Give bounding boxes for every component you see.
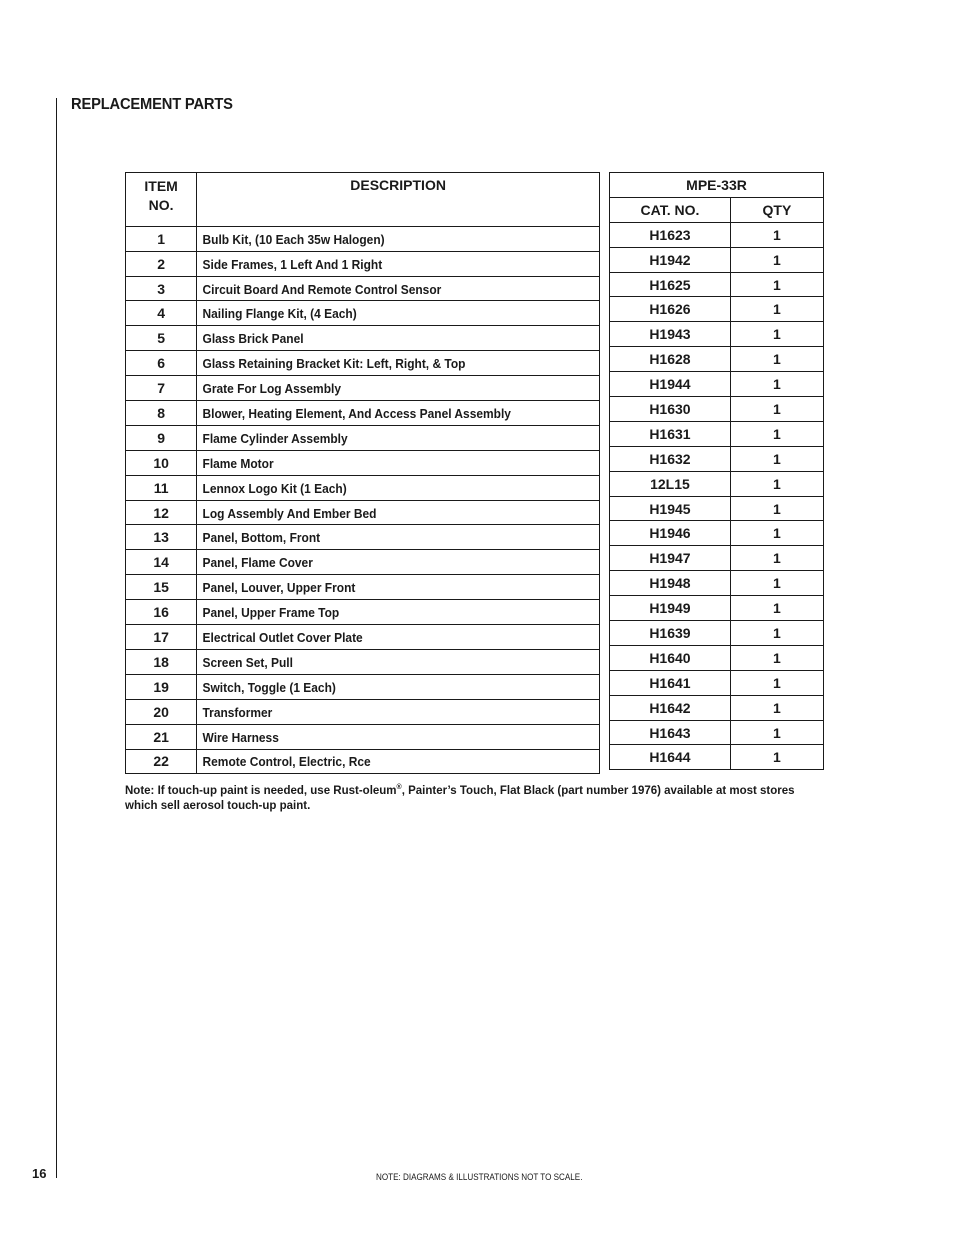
table-row [126,625,600,650]
cat-no-cell: H1625 [610,272,731,297]
item-number-cell: 20 [126,699,197,724]
table-row [126,674,600,699]
description-cell [197,301,600,326]
table-row [610,670,824,695]
table-row [610,222,824,247]
description-text: Panel, Louver, Upper Front [202,580,356,596]
qty-cell: 1 [730,372,823,397]
description-text: Glass Retaining Bracket Kit: Left, Right, & Top [202,356,466,372]
description-cell [197,251,600,276]
cat-no-cell: H1632 [610,446,731,471]
cat-no-cell: H1640 [610,645,731,670]
qty-cell: 1 [730,546,823,571]
margin-rule [56,98,57,1178]
qty-cell: 1 [730,297,823,322]
table-row [610,397,824,422]
table-row [610,272,824,297]
description-text: Transformer [202,704,273,720]
table-row [126,475,600,500]
cat-no-cell: H1644 [610,745,731,770]
table-row [610,372,824,397]
cat-no-cell: H1639 [610,621,731,646]
table-row [126,550,600,575]
item-number-cell: 17 [126,625,197,650]
qty-cell: 1 [730,645,823,670]
cat-no-cell: H1623 [610,222,731,247]
qty-cell: 1 [730,471,823,496]
description-cell [197,450,600,475]
qty-cell: 1 [730,347,823,372]
item-number-cell: 8 [126,401,197,426]
description-cell [197,351,600,376]
qty-cell: 1 [730,446,823,471]
description-text: Side Frames, 1 Left And 1 Right [202,256,383,272]
description-text: Screen Set, Pull [202,654,294,670]
item-number-cell: 19 [126,674,197,699]
item-number-cell: 4 [126,301,197,326]
description-text: Wire Harness [202,729,280,745]
description-text: Lennox Logo Kit (1 Each) [202,480,347,496]
item-number-cell: 11 [126,475,197,500]
table-row [610,446,824,471]
paint-note [125,780,825,814]
item-number-cell: 21 [126,724,197,749]
qty-cell: 1 [730,571,823,596]
item-number-cell: 15 [126,575,197,600]
description-cell [197,699,600,724]
table-row [126,575,600,600]
description-cell [197,525,600,550]
cat-no-cell: H1943 [610,322,731,347]
description-cell [197,575,600,600]
description-text: Blower, Heating Element, And Access Panel Assembly [202,405,512,421]
qty-cell: 1 [730,322,823,347]
cat-no-cell: H1642 [610,695,731,720]
qty-cell: 1 [730,695,823,720]
cat-no-cell: H1643 [610,720,731,745]
footer-note: NOTE: DIAGRAMS & ILLUSTRATIONS NOT TO SCALE. [376,1172,583,1182]
item-number-cell: 7 [126,376,197,401]
item-no-header [126,173,197,227]
qty-cell: 1 [730,596,823,621]
table-row [126,376,600,401]
qty-cell: 1 [730,421,823,446]
description-cell [197,326,600,351]
cat-no-cell: H1947 [610,546,731,571]
qty-cell: 1 [730,272,823,297]
qty-cell: 1 [730,222,823,247]
item-number-cell: 22 [126,749,197,774]
description-cell [197,625,600,650]
table-row [126,425,600,450]
table-row [126,600,600,625]
description-text: Grate For Log Assembly [202,381,342,397]
item-number-cell: 16 [126,600,197,625]
table-row [610,297,824,322]
item-number-cell: 3 [126,276,197,301]
cat-no-cell: H1944 [610,372,731,397]
item-number-cell: 6 [126,351,197,376]
section-title: REPLACEMENT PARTS [71,96,233,113]
cat-no-cell: H1949 [610,596,731,621]
table-row [610,720,824,745]
table-row [126,226,600,251]
description-cell [197,226,600,251]
qty-cell: 1 [730,247,823,272]
cat-no-cell: H1631 [610,421,731,446]
cat-no-cell: H1948 [610,571,731,596]
description-text: Glass Brick Panel [202,331,304,347]
description-cell [197,425,600,450]
description-text: Bulb Kit, (10 Each 35w Halogen) [202,231,385,247]
item-header-line2: NO. [148,197,174,213]
cat-no-cell: H1945 [610,496,731,521]
table-row [126,699,600,724]
cat-no-cell: 12L15 [610,471,731,496]
table-row [126,351,600,376]
description-cell [197,475,600,500]
table-row [610,322,824,347]
table-row [610,745,824,770]
note-text-end: , Painter’s Touch, Flat Black (part number 1976) available at most stores which sell aerosol touch-up paint. [125,784,795,812]
qty-cell: 1 [730,521,823,546]
table-row [610,521,824,546]
table-row [126,525,600,550]
description-cell [197,749,600,774]
table-row [610,596,824,621]
description-cell [197,276,600,301]
table-row [610,546,824,571]
qty-cell: 1 [730,670,823,695]
qty-cell: 1 [730,621,823,646]
description-cell [197,674,600,699]
table-row [126,649,600,674]
model-header: MPE-33R [610,173,824,198]
description-text: Remote Control, Electric, Rce [202,754,371,770]
cat-no-header: CAT. NO. [610,197,731,222]
qty-cell: 1 [730,397,823,422]
description-text: Panel, Upper Frame Top [202,605,340,621]
qty-header: QTY [730,197,823,222]
table-row [610,247,824,272]
description-text: Log Assembly And Ember Bed [202,505,377,521]
table-row [610,695,824,720]
item-header-line1: ITEM [144,178,178,194]
description-text: Panel, Bottom, Front [202,530,321,546]
table-row [610,571,824,596]
table-row [126,450,600,475]
cat-no-cell: H1641 [610,670,731,695]
qty-cell: 1 [730,720,823,745]
table-row [610,496,824,521]
description-text: Switch, Toggle (1 Each) [202,679,337,695]
description-cell [197,500,600,525]
cat-no-cell: H1942 [610,247,731,272]
item-number-cell: 5 [126,326,197,351]
description-text: Electrical Outlet Cover Plate [202,629,363,645]
table-row [126,251,600,276]
description-text: Circuit Board And Remote Control Sensor [202,281,442,297]
note-text-start: Note: If touch-up paint is needed, use Rust-oleum [125,784,397,797]
description-text: Nailing Flange Kit, (4 Each) [202,306,357,322]
item-number-cell: 10 [126,450,197,475]
table-row [610,621,824,646]
description-text: Panel, Flame Cover [202,555,314,571]
qty-cell: 1 [730,496,823,521]
item-number-cell: 12 [126,500,197,525]
description-cell [197,600,600,625]
registered-mark: ® [396,784,402,791]
description-cell [197,401,600,426]
parts-catalog-table [609,172,824,770]
description-cell [197,550,600,575]
item-number-cell: 2 [126,251,197,276]
table-row [126,276,600,301]
qty-cell: 1 [730,745,823,770]
description-cell [197,376,600,401]
item-number-cell: 18 [126,649,197,674]
table-row [126,401,600,426]
table-row [610,645,824,670]
table-row [610,471,824,496]
description-cell [197,724,600,749]
cat-no-cell: H1946 [610,521,731,546]
table-row [126,749,600,774]
cat-no-cell: H1630 [610,397,731,422]
table-row [610,421,824,446]
table-row [126,500,600,525]
table-row [126,326,600,351]
cat-no-cell: H1628 [610,347,731,372]
description-cell [197,649,600,674]
item-number-cell: 9 [126,425,197,450]
item-number-cell: 1 [126,226,197,251]
item-number-cell: 14 [126,550,197,575]
table-row [126,301,600,326]
table-row [610,347,824,372]
description-header: DESCRIPTION [197,173,600,227]
page-number: 16 [32,1166,47,1181]
parts-description-table [125,172,600,774]
cat-no-cell: H1626 [610,297,731,322]
description-text: Flame Motor [202,455,274,471]
description-text: Flame Cylinder Assembly [202,430,348,446]
item-number-cell: 13 [126,525,197,550]
table-row [126,724,600,749]
